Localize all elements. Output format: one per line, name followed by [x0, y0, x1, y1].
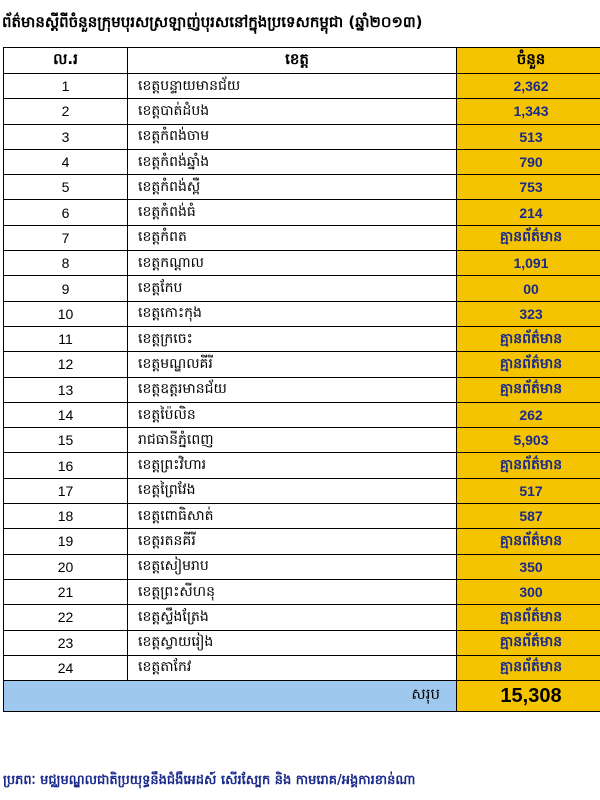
count-value: 753 [457, 175, 600, 200]
row-number: 1 [4, 74, 128, 99]
table-row [4, 428, 600, 453]
table-row [4, 504, 600, 529]
province-name: ខេត្តពោធិសាត់ [128, 504, 457, 529]
row-number: 20 [4, 554, 128, 579]
table-row [4, 579, 600, 604]
row-number: 6 [4, 200, 128, 225]
count-value: 214 [457, 200, 600, 225]
province-name: ខេត្តរតនគីរី [128, 529, 457, 554]
row-number: 7 [4, 225, 128, 250]
column-header-province: ខេត្ត [128, 48, 457, 74]
table-header-row [4, 48, 600, 74]
source-label: ប្រភពៈ [3, 773, 36, 788]
row-number: 11 [4, 326, 128, 351]
table-row [4, 124, 600, 149]
count-value: គ្មានព័ត៌មាន [457, 453, 600, 478]
province-name: ខេត្តកំពង់ធំ [128, 200, 457, 225]
row-number: 22 [4, 605, 128, 630]
count-value: 00 [457, 276, 600, 301]
table-row [4, 326, 600, 351]
province-name: ខេត្តឧត្ដរមានជ័យ [128, 377, 457, 402]
province-name: ខេត្តកំពង់ចាម [128, 124, 457, 149]
row-number: 4 [4, 149, 128, 174]
row-number: 14 [4, 402, 128, 427]
table-row [4, 554, 600, 579]
row-number: 16 [4, 453, 128, 478]
total-label: សរុប [4, 681, 457, 712]
row-number: 9 [4, 276, 128, 301]
total-row [4, 681, 600, 712]
count-value: គ្មានព័ត៌មាន [457, 529, 600, 554]
row-number: 10 [4, 301, 128, 326]
province-name: ខេត្តមណ្ឌលគីរី [128, 352, 457, 377]
province-name: ខេត្តស្ទឹងត្រែង [128, 605, 457, 630]
count-value: 517 [457, 478, 600, 503]
column-header-count: ចំនួន [457, 48, 600, 74]
count-value: 323 [457, 301, 600, 326]
province-name: ខេត្តព្រះវិហារ [128, 453, 457, 478]
row-number: 17 [4, 478, 128, 503]
province-name: ខេត្តព្រះសីហនុ [128, 579, 457, 604]
province-name: ខេត្តបន្ទាយមានជ័យ [128, 74, 457, 99]
row-number: 12 [4, 352, 128, 377]
province-name: រាជធានីភ្នំពេញ [128, 428, 457, 453]
count-value: គ្មានព័ត៌មាន [457, 225, 600, 250]
column-header-no: ល.រ [4, 48, 128, 74]
row-number: 2 [4, 99, 128, 124]
count-value: 350 [457, 554, 600, 579]
row-number: 24 [4, 655, 128, 680]
table-row [4, 175, 600, 200]
count-value: គ្មានព័ត៌មាន [457, 352, 600, 377]
count-value: 513 [457, 124, 600, 149]
table-row [4, 225, 600, 250]
row-number: 18 [4, 504, 128, 529]
count-value: 5,903 [457, 428, 600, 453]
province-name: ខេត្តកំពត [128, 225, 457, 250]
count-value: គ្មានព័ត៌មាន [457, 326, 600, 351]
table-row [4, 605, 600, 630]
table-row [4, 377, 600, 402]
table-row [4, 478, 600, 503]
count-value: 587 [457, 504, 600, 529]
row-number: 8 [4, 251, 128, 276]
table-row [4, 402, 600, 427]
province-name: ខេត្តកោះកុង [128, 301, 457, 326]
count-value: គ្មានព័ត៌មាន [457, 377, 600, 402]
province-name: ខេត្តក្រចេះ [128, 326, 457, 351]
province-name: ខេត្តកណ្ដាល [128, 251, 457, 276]
table-row [4, 74, 600, 99]
table-row [4, 352, 600, 377]
province-name: ខេត្តបាត់ដំបង [128, 99, 457, 124]
data-table [3, 47, 600, 712]
table-row [4, 276, 600, 301]
page-title: ព័ត៌មានស្ដីពីចំនួនក្រុមបុរសស្រឡាញ់បុរសនៅក្នុងប្រទេសកម្ពុជា (ឆ្នាំ២០១៣) [2, 13, 423, 31]
province-name: ខេត្តកែប [128, 276, 457, 301]
table-row [4, 453, 600, 478]
province-name: ខេត្តប៉ៃលិន [128, 402, 457, 427]
source-note [3, 768, 595, 794]
table-row [4, 200, 600, 225]
row-number: 13 [4, 377, 128, 402]
table-row [4, 99, 600, 124]
row-number: 3 [4, 124, 128, 149]
count-value: 1,343 [457, 99, 600, 124]
row-number: 15 [4, 428, 128, 453]
province-name: ខេត្តសៀមរាប [128, 554, 457, 579]
province-name: ខេត្តព្រៃវែង [128, 478, 457, 503]
count-value: 790 [457, 149, 600, 174]
province-name: ខេត្តកំពង់ស្ពឺ [128, 175, 457, 200]
count-value: 262 [457, 402, 600, 427]
row-number: 19 [4, 529, 128, 554]
table-row [4, 149, 600, 174]
table-row [4, 630, 600, 655]
count-value: គ្មានព័ត៌មាន [457, 605, 600, 630]
table-row [4, 301, 600, 326]
source-text: មជ្ឈមណ្ឌលជាតិប្រយុទ្ធនឹងជំងឺអេដស៍ សើរស្បែក និង កាមរោគ/អង្គការខាន់ណា [40, 773, 416, 788]
count-value: 1,091 [457, 251, 600, 276]
province-name: ខេត្តកំពង់ឆ្នាំង [128, 149, 457, 174]
row-number: 21 [4, 579, 128, 604]
count-value: គ្មានព័ត៌មាន [457, 630, 600, 655]
table-row [4, 251, 600, 276]
count-value: គ្មានព័ត៌មាន [457, 655, 600, 680]
province-name: ខេត្តស្វាយរៀង [128, 630, 457, 655]
count-value: 300 [457, 579, 600, 604]
row-number: 23 [4, 630, 128, 655]
table-row [4, 529, 600, 554]
province-name: ខេត្តតាកែវ [128, 655, 457, 680]
row-number: 5 [4, 175, 128, 200]
count-value: 2,362 [457, 74, 600, 99]
table-row [4, 655, 600, 680]
total-value: 15,308 [457, 681, 600, 712]
